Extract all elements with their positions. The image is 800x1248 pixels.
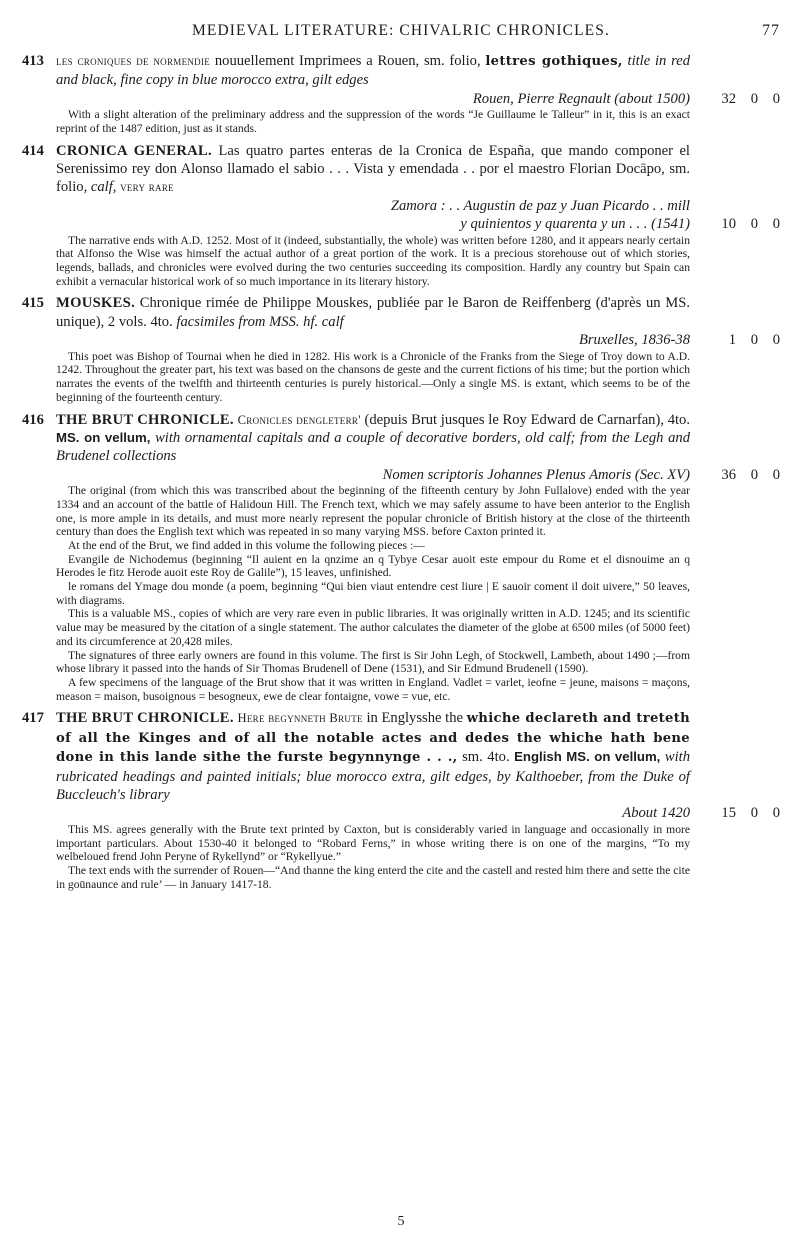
entry-title-blackletter: lettres gothiques, (485, 54, 623, 69)
entry-format: sm. 4to. (462, 749, 510, 766)
price-pounds: 10 (721, 216, 736, 233)
entry-heading (22, 411, 780, 466)
page-number: 77 (762, 22, 780, 39)
entry-manuscript-label: MS. on vellum, (56, 429, 151, 445)
entry-note: This is a valuable MS., copies of which are very rare even in public libraries. It was originally written in A.D. 1245; and its scientific value may be measured by the citation of a single statement. The author calculates the diameter of the globe at 6500 miles (of 5000 feet) and its circumference at 20,428 miles. (56, 607, 690, 648)
entry-heading (22, 52, 780, 90)
entry-416 (22, 411, 780, 704)
entry-number: 416 (22, 411, 44, 428)
entry-413 (22, 52, 780, 136)
entry-title-text: (depuis Brut jusques le Roy Edward de Carnarfan), 4to. (364, 411, 690, 428)
entry-note: This MS. agrees generally with the Brute text printed by Caxton, but is considerably varied in language and occasionally in more important particulars. About 1530-40 it belonged to “Robard Ferns,” in whose writing there is on one of the margins, “To my welbeloued frend John Peryne of Rykellynd” or “Rykellyue.” (56, 822, 690, 864)
entry-manuscript-label: English MS. on vellum, (514, 749, 661, 765)
price-shillings: 0 (750, 90, 758, 107)
entry-title-text: Las quatro partes enteras de la Cronica de España, que mando componer el Serenissimo rey don Alonso llamado el sabio . . . Vista y emendada . . por el maestro Florian Docāpo, sm. folio, (56, 142, 690, 196)
entry-note: The signatures of three early owners are found in this volume. The first is Sir John Legh, of Stockwell, Lambeth, about 1490 ;—from whose library it passed into the hands of Sir Thomas Brudenell of Dene (1531), and Sir Edmund Brudenell (1590). (56, 648, 690, 676)
entry-title-text: Chronique rimée de Philippe Mouskes, publiée par le Baron de Reiffenberg (d'après un MS. unique), 2 vols. 4to. (56, 295, 690, 330)
price-pence: 0 (772, 805, 780, 822)
signature-mark: 5 (397, 1214, 405, 1229)
entry-number: 417 (22, 710, 44, 727)
entry-imprint: Rouen, Pierre Regnault (about 1500) (472, 90, 690, 107)
price-pounds: 15 (721, 805, 736, 822)
entry-price (700, 331, 780, 349)
entry-description: title in red and black, fine copy in blue morocco extra, gilt edges (56, 53, 690, 89)
entry-description: with ornamental capitals and a couple of decorative borders, old calf; from the Legh and Brudenel collections (56, 429, 690, 465)
entry-title-main: THE BRUT CHRONICLE. (56, 710, 234, 727)
price-shillings: 0 (750, 332, 758, 349)
entry-imprint-line (22, 197, 780, 215)
entry-imprint: Bruxelles, 1836-38 (578, 332, 690, 349)
price-pence: 0 (772, 466, 780, 483)
entry-note: le romans del Ymage dou monde (a poem, beginning “Qui bien viaut entendre cest liure | E sauoir coment il doit uivere,” 50 leaves, with diagrams. (56, 580, 690, 607)
entry-heading (22, 142, 780, 197)
entry-price (700, 804, 780, 822)
entry-note: A few specimens of the language of the Brut show that it was written in England. Vadlet = varlet, ieofne = jeune, maisons = maçons, meason = maison, busoignous = besogneux, ewe de clear fontaigne, vowe = vue, etc. (56, 675, 690, 703)
entry-heading (22, 294, 780, 331)
price-pounds: 1 (728, 332, 736, 349)
entry-title-text: in Englysshe the (366, 710, 463, 727)
price-pence: 0 (772, 216, 780, 233)
entry-414 (22, 142, 780, 289)
entry-note: The narrative ends with A.D. 1252. Most of it (indeed, substantially, the whole) was written before 1280, and it appears nearly certain that Alfonso the Wise was himself the actual author of a great portion of the work. It is a precious storehouse out of which stories, legends, ballads, and chronicles were evolved during the two centuries succeeding its composition. Hardly any country but Spain can exhibit a vernacular historical work of so much importance in its literary history. (56, 233, 690, 288)
entry-heading (22, 709, 780, 804)
entry-note: At the end of the Brut, we find added in this volume the following pieces :— (68, 538, 425, 552)
entry-number: 413 (22, 53, 44, 69)
entry-title-main: THE BRUT CHRONICLE. (56, 411, 234, 428)
entry-imprint-line (22, 804, 780, 822)
entry-title-text: nouuellement Imprimees a Rouen, sm. folio, (214, 53, 481, 69)
entry-title-main: CRONICA GENERAL. (56, 142, 212, 159)
running-header (22, 22, 780, 46)
price-pence: 0 (772, 90, 780, 107)
entry-415 (22, 294, 780, 404)
entry-note: The original (from which this was transcribed about the beginning of the fifteenth century by John Fullalove) ended with the year 1334 and an account of the battle of Halidoun Hill. The French text, which we may safely assume to have been anterior to the English one, is more ample in its details, and must more nearly represent the popular chronicle of British history at the close of the thirteenth century than does the English text which was repeated in so many varying MSS. before Caxton printed it. (56, 484, 690, 539)
entry-number: 415 (22, 295, 44, 312)
entry-title-smallcaps: les croniques de normendie (56, 54, 211, 68)
price-pounds: 36 (721, 466, 736, 483)
price-pounds: 32 (721, 90, 736, 107)
price-shillings: 0 (750, 216, 758, 233)
entry-title-smallcaps: Here begynneth Brute (237, 711, 363, 726)
entry-imprint-line (22, 90, 780, 108)
entry-imprint: Zamora : . . Augustin de paz y Juan Picardo . . mill (390, 197, 690, 214)
entry-imprint-line (22, 215, 780, 233)
entry-price (700, 90, 780, 108)
entry-price (700, 466, 780, 484)
entry-417 (22, 709, 780, 891)
entry-title-blackletter: whiche declareth and treteth of all the Kinges and of all the notable actes and dedes the whiche hath bene done in this lande sithe the furste begynnynge . . ., (56, 711, 690, 766)
price-shillings: 0 (750, 466, 758, 483)
entry-imprint: y quinientos y quarenta y un . . . (1541) (460, 216, 690, 233)
entry-title-main: MOUSKES. (56, 295, 136, 312)
entry-rarity: very rare (120, 180, 174, 195)
entry-note: Evangile de Nichodemus (beginning “Il auient en la qnzime an q Tybye Cesar auoit este empour du Rome et el disnouime an q Herodes le fitz Herode auoit este Roy de Galile”), 15 leaves, unfinished. (56, 552, 690, 580)
entry-note: The text ends with the surrender of Rouen—“And thanne the king enterd the cite and the castell and rested him there and sette the cite in goūnaunce and rule’ — in January 1417-18. (56, 863, 690, 891)
price-pence: 0 (772, 332, 780, 349)
entry-number: 414 (22, 142, 44, 159)
entry-description: with rubricated headings and painted initials; blue morocco extra, gilt edges, by Kalthoeber, from the Duke of Buccleuch's library (56, 749, 691, 803)
entry-price (700, 215, 780, 233)
entry-imprint: Nomen scriptoris Johannes Plenus Amoris (Sec. XV) (382, 466, 690, 483)
entry-imprint: About 1420 (622, 805, 690, 822)
entry-imprint-line (22, 331, 780, 349)
entry-description: facsimiles from MSS. hf. calf (176, 313, 344, 330)
entry-imprint-line (22, 466, 780, 484)
catalogue-page (22, 22, 780, 1229)
entry-title-smallcaps: Cronicles dengleterr' (237, 412, 361, 427)
entry-note: This poet was Bishop of Tournai when he died in 1282. His work is a Chronicle of the Franks from the Siege of Troy down to A.D. 1242. Throughout the greater part, his text was based on the chansons de geste and the current fictions of his time; but the portion which narrates the events of the twelfth and thirteenth centuries is purely historical.—Only a single MS. is extant, which seems to be of the beginning of the fourteenth century. (56, 349, 690, 404)
price-shillings: 0 (750, 805, 758, 822)
entry-binding: calf, (90, 179, 117, 196)
running-title: MEDIEVAL LITERATURE: CHIVALRIC CHRONICLES. (192, 22, 610, 39)
entry-note: With a slight alteration of the preliminary address and the suppression of the words “Je Guillaume le Talleur” in it, this is an exact reprint of the 1487 edition, just as it stands. (56, 108, 690, 135)
